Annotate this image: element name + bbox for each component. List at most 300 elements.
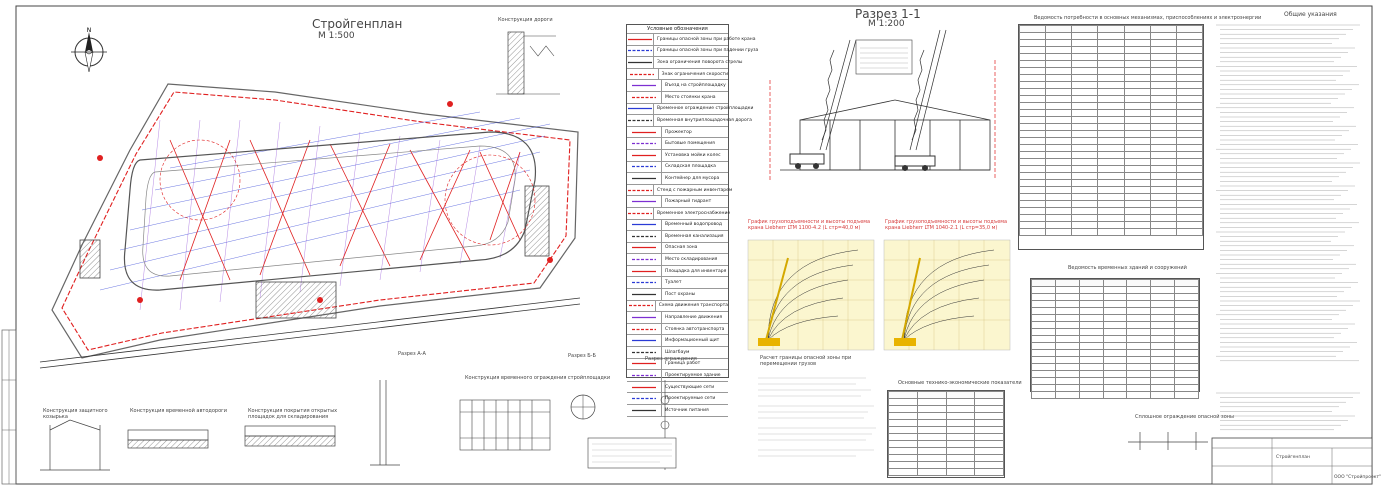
notes-bottom-text — [1214, 390, 1364, 435]
legend-symbol-icon — [627, 266, 662, 277]
table-cell — [1098, 194, 1124, 201]
table-cell — [1127, 329, 1151, 336]
table-cell — [1020, 180, 1046, 187]
table-row — [1032, 392, 1199, 399]
table-cell — [1072, 103, 1098, 110]
legend-label: Источник питания — [665, 407, 709, 413]
legend-label: Контейнер для мусора — [665, 175, 720, 181]
table-cell — [1124, 117, 1150, 124]
table-cell — [1103, 364, 1127, 371]
table-cell — [1020, 187, 1046, 194]
table-cell — [1127, 308, 1151, 315]
table-cell — [1032, 343, 1056, 350]
table-cell — [1124, 40, 1150, 47]
table-cell — [1103, 329, 1127, 336]
danger-fence-drawing — [1128, 428, 1208, 454]
legend-label: Туалет — [665, 280, 682, 286]
table-row — [1032, 287, 1199, 294]
table-row — [889, 455, 1004, 462]
table-cell — [1055, 308, 1079, 315]
calc-title: Расчет границы опасной зоны при перемещении грузов — [760, 355, 852, 367]
table-cell — [1124, 215, 1150, 222]
legend-row — [627, 127, 728, 139]
table-cell — [1072, 61, 1098, 68]
table-cell — [1020, 194, 1046, 201]
legend-symbol-icon — [627, 115, 654, 126]
table-cell — [917, 434, 946, 441]
table-cell — [1103, 301, 1127, 308]
table-cell — [1124, 166, 1150, 173]
legend-symbol-icon — [627, 80, 662, 91]
temp-table — [1030, 278, 1200, 392]
table-cell — [1079, 364, 1103, 371]
legend-symbol-icon — [627, 92, 662, 103]
table-cell — [1098, 124, 1124, 131]
table-row — [889, 427, 1004, 434]
table-cell — [1176, 201, 1202, 208]
table-cell — [1103, 350, 1127, 357]
road-section-drawing — [494, 26, 564, 106]
table-cell — [1103, 315, 1127, 322]
table-cell — [1124, 54, 1150, 61]
table-cell — [1150, 131, 1176, 138]
table-cell — [917, 392, 946, 399]
table-cell — [1176, 47, 1202, 54]
table-cell — [1032, 294, 1056, 301]
table-row — [1032, 294, 1199, 301]
table-cell — [1098, 75, 1124, 82]
table-cell — [1124, 173, 1150, 180]
table-cell — [1150, 166, 1176, 173]
table-cell — [975, 455, 1004, 462]
table-row — [1020, 159, 1203, 166]
table-cell — [1150, 110, 1176, 117]
table-cell — [1072, 96, 1098, 103]
table-cell — [1079, 336, 1103, 343]
table-cell — [1046, 75, 1072, 82]
legend-symbol-icon — [627, 162, 662, 173]
legend-label: Временная внутриплощадочная дорога — [657, 117, 752, 123]
table-cell — [1098, 33, 1124, 40]
table-cell — [1098, 152, 1124, 159]
table-cell — [1098, 117, 1124, 124]
table-row — [1020, 166, 1203, 173]
table-cell — [1072, 215, 1098, 222]
table-cell — [1020, 131, 1046, 138]
table-cell — [1079, 280, 1103, 287]
table-cell — [889, 469, 918, 476]
table-cell — [1150, 75, 1176, 82]
table-cell — [1175, 280, 1199, 287]
table-cell — [889, 420, 918, 427]
table-cell — [1020, 159, 1046, 166]
table-row — [1020, 173, 1203, 180]
legend-row — [627, 46, 759, 58]
table-cell — [1098, 173, 1124, 180]
table-cell — [946, 406, 975, 413]
table-cell — [1124, 229, 1150, 236]
table-cell — [1124, 222, 1150, 229]
table-cell — [1046, 96, 1072, 103]
table-cell — [1150, 187, 1176, 194]
table-cell — [1151, 371, 1175, 378]
legend-symbol-icon — [627, 185, 654, 196]
table-row — [1020, 75, 1203, 82]
table-cell — [975, 434, 1004, 441]
table-cell — [1103, 392, 1127, 399]
table-cell — [1046, 68, 1072, 75]
table-row — [1032, 371, 1199, 378]
table-row — [1020, 117, 1203, 124]
table-row — [1020, 131, 1203, 138]
table-cell — [1079, 294, 1103, 301]
table-cell — [1151, 350, 1175, 357]
table-cell — [1072, 208, 1098, 215]
table-cell — [1020, 145, 1046, 152]
table-cell — [1072, 75, 1098, 82]
table-cell — [1151, 315, 1175, 322]
tep-title: Основные технико-экономические показатели — [898, 380, 1022, 386]
table-cell — [1176, 138, 1202, 145]
table-cell — [975, 441, 1004, 448]
table-cell — [889, 462, 918, 469]
legend-row — [627, 57, 743, 69]
table-cell — [1079, 322, 1103, 329]
table-cell — [1079, 301, 1103, 308]
table-row — [889, 441, 1004, 448]
table-cell — [1072, 152, 1098, 159]
need-table — [1018, 24, 1204, 250]
table-row — [889, 448, 1004, 455]
table-cell — [1020, 26, 1046, 33]
table-cell — [1127, 357, 1151, 364]
table-row — [1032, 301, 1199, 308]
table-cell — [917, 441, 946, 448]
table-row — [1032, 350, 1199, 357]
table-cell — [1175, 378, 1199, 385]
table-cell — [1098, 159, 1124, 166]
table-cell — [1103, 378, 1127, 385]
pad-title: Конструкция покрытия открытых площадок для складирования — [248, 408, 338, 420]
table-cell — [1150, 61, 1176, 68]
table-cell — [1127, 364, 1151, 371]
table-cell — [1046, 26, 1072, 33]
table-cell — [1124, 75, 1150, 82]
legend-symbol-icon — [627, 150, 662, 161]
table-cell — [1032, 357, 1056, 364]
fence-detail-title: Разрез ограждения — [645, 356, 697, 362]
legend-row — [627, 80, 728, 92]
table-cell — [1124, 138, 1150, 145]
table-cell — [1124, 26, 1150, 33]
table-cell — [1103, 280, 1127, 287]
legend-label: Место стоянки крана — [665, 94, 716, 100]
table-cell — [1032, 378, 1056, 385]
legend-symbol-icon — [627, 231, 662, 242]
table-cell — [1055, 357, 1079, 364]
table-cell — [1046, 89, 1072, 96]
table-cell — [1020, 124, 1046, 131]
table-cell — [1020, 89, 1046, 96]
table-cell — [1098, 215, 1124, 222]
legend-symbol-icon — [627, 104, 654, 115]
table-cell — [889, 392, 918, 399]
table-cell — [1176, 159, 1202, 166]
table-cell — [1098, 201, 1124, 208]
table-row — [1032, 364, 1199, 371]
table-cell — [1072, 229, 1098, 236]
table-cell — [1175, 308, 1199, 315]
table-cell — [1072, 194, 1098, 201]
table-cell — [1124, 82, 1150, 89]
table-cell — [1176, 96, 1202, 103]
table-cell — [1046, 33, 1072, 40]
table-cell — [1079, 350, 1103, 357]
table-cell — [1103, 308, 1127, 315]
table-cell — [1175, 322, 1199, 329]
table-cell — [1072, 145, 1098, 152]
table-cell — [1055, 350, 1079, 357]
table-cell — [1124, 61, 1150, 68]
table-cell — [1176, 33, 1202, 40]
legend-label: Границы опасной зоны при падении груза — [657, 48, 759, 54]
table-cell — [1020, 54, 1046, 61]
table-cell — [1072, 187, 1098, 194]
table-cell — [946, 420, 975, 427]
table-cell — [1175, 371, 1199, 378]
legend-label: Существующие сети — [665, 384, 715, 390]
table-row — [1020, 89, 1203, 96]
table-cell — [1150, 33, 1176, 40]
table-cell — [1150, 96, 1176, 103]
table-row — [1020, 68, 1203, 75]
table-cell — [1098, 47, 1124, 54]
table-cell — [1150, 229, 1176, 236]
table-cell — [946, 392, 975, 399]
table-cell — [1150, 173, 1176, 180]
table-cell — [1151, 280, 1175, 287]
table-cell — [946, 455, 975, 462]
legend-row — [627, 173, 728, 185]
table-cell — [1098, 222, 1124, 229]
table-cell — [1046, 159, 1072, 166]
table-cell — [1151, 364, 1175, 371]
table-cell — [1151, 308, 1175, 315]
table-cell — [1032, 336, 1056, 343]
table-cell — [917, 420, 946, 427]
table-cell — [917, 427, 946, 434]
table-cell — [1098, 54, 1124, 61]
table-cell — [1020, 68, 1046, 75]
table-cell — [1127, 280, 1151, 287]
table-cell — [1020, 222, 1046, 229]
table-cell — [1150, 26, 1176, 33]
table-row — [1020, 54, 1203, 61]
north-label: N — [86, 27, 92, 34]
legend-row — [627, 196, 728, 208]
fence-title: Конструкция временного ограждения стройплощадки — [465, 375, 611, 381]
table-cell — [1150, 152, 1176, 159]
table-cell — [1046, 152, 1072, 159]
table-cell — [1079, 371, 1103, 378]
table-cell — [1151, 385, 1175, 392]
table-cell — [1046, 40, 1072, 47]
table-cell — [1176, 166, 1202, 173]
legend-label: Прожектор — [665, 129, 692, 135]
table-cell — [1098, 96, 1124, 103]
table-cell — [1103, 287, 1127, 294]
table-cell — [1072, 89, 1098, 96]
table-cell — [1124, 68, 1150, 75]
table-cell — [1020, 117, 1046, 124]
table-cell — [1127, 350, 1151, 357]
legend-label: Складская площадка — [665, 164, 716, 170]
table-cell — [1046, 215, 1072, 222]
table-cell — [1175, 294, 1199, 301]
general-notes-title: Общие указания — [1284, 11, 1337, 18]
table-row — [1032, 315, 1199, 322]
table-cell — [1046, 166, 1072, 173]
table-cell — [975, 406, 1004, 413]
legend-label: Граница работ — [665, 361, 701, 367]
table-cell — [917, 448, 946, 455]
table-cell — [1176, 229, 1202, 236]
legend-label: Временное электроснабжение — [657, 210, 731, 216]
table-cell — [1176, 103, 1202, 110]
legend-symbol-icon — [627, 220, 662, 231]
chart-left-title: График грузоподъемности и высоты подъема крана Liebherr LTM 1100-4.2 (L стр=40,0 м) — [748, 219, 871, 231]
legend-label: Временное ограждение стройплощадки — [657, 106, 754, 112]
table-cell — [1046, 229, 1072, 236]
table-cell — [1175, 301, 1199, 308]
table-row — [1020, 138, 1203, 145]
table-cell — [1032, 322, 1056, 329]
legend-label: Информационный щит — [665, 338, 720, 344]
table-cell — [1072, 201, 1098, 208]
table-cell — [1032, 392, 1056, 399]
road-section-title: Конструкция дороги — [498, 17, 553, 23]
table-cell — [1103, 371, 1127, 378]
table-cell — [917, 406, 946, 413]
table-row — [1020, 47, 1203, 54]
temp-table-title: Ведомость временных зданий и сооружений — [1068, 265, 1187, 271]
table-cell — [1072, 173, 1098, 180]
table-cell — [1124, 89, 1150, 96]
table-cell — [1020, 152, 1046, 159]
table-cell — [1098, 103, 1124, 110]
table-cell — [946, 462, 975, 469]
table-cell — [1032, 364, 1056, 371]
table-cell — [1020, 229, 1046, 236]
table-cell — [1072, 222, 1098, 229]
table-cell — [1020, 215, 1046, 222]
cut-bb-label: Разрез Б-Б — [568, 353, 596, 359]
table-cell — [1098, 110, 1124, 117]
table-cell — [917, 469, 946, 476]
table-cell — [1079, 392, 1103, 399]
table-cell — [1072, 131, 1098, 138]
table-cell — [1055, 322, 1079, 329]
table-cell — [889, 434, 918, 441]
legend-row — [627, 335, 728, 347]
table-cell — [1072, 124, 1098, 131]
table-cell — [1046, 131, 1072, 138]
legend-row — [627, 138, 728, 150]
table-cell — [1175, 350, 1199, 357]
table-row — [1020, 187, 1203, 194]
table-cell — [1072, 110, 1098, 117]
table-cell — [1176, 61, 1202, 68]
legend-row — [627, 185, 733, 197]
table-cell — [1124, 33, 1150, 40]
table-row — [1020, 180, 1203, 187]
legend-symbol-icon — [627, 335, 662, 346]
table-cell — [1150, 208, 1176, 215]
table-cell — [1151, 329, 1175, 336]
legend-title: Условные обозначения — [627, 25, 728, 34]
table-cell — [975, 448, 1004, 455]
table-cell — [889, 413, 918, 420]
table-cell — [1150, 138, 1176, 145]
legend-row — [627, 92, 728, 104]
legend-label: Проектируемые сети — [665, 396, 716, 402]
table-row — [889, 462, 1004, 469]
legend-symbol-icon — [627, 208, 654, 219]
stamp-company: ООО "Стройпроект" — [1334, 475, 1381, 480]
table-cell — [917, 455, 946, 462]
legend-row — [627, 289, 728, 301]
table-cell — [889, 399, 918, 406]
table-cell — [1124, 47, 1150, 54]
table-row — [1032, 322, 1199, 329]
legend-row — [627, 312, 728, 324]
plan-scale: М 1:500 — [318, 31, 355, 41]
table-cell — [1072, 82, 1098, 89]
chart-right-title: График грузоподъемности и высоты подъема крана Liebherr LTM 1040-2.1 (L стр=35,0 м) — [885, 219, 1008, 231]
table-cell — [1127, 301, 1151, 308]
legend-label: Проектируемое здание — [665, 373, 721, 379]
table-cell — [1032, 315, 1056, 322]
table-cell — [1055, 392, 1079, 399]
legend-label: Стоянка автотранспорта — [665, 326, 725, 332]
table-cell — [889, 455, 918, 462]
table-row — [889, 392, 1004, 399]
table-cell — [1020, 96, 1046, 103]
legend-symbol-icon — [627, 46, 654, 57]
legend-symbol-icon — [627, 138, 662, 149]
table-cell — [1176, 40, 1202, 47]
table-row — [1032, 280, 1199, 287]
table-cell — [1079, 378, 1103, 385]
table-row — [1020, 26, 1203, 33]
need-table-title: Ведомость потребности в основных механизмах, приспособлениях и электроэнергии — [1034, 15, 1262, 21]
table-cell — [1175, 287, 1199, 294]
legend-symbol-icon — [627, 312, 662, 323]
table-cell — [1103, 357, 1127, 364]
section-drawing — [760, 20, 1000, 190]
table-cell — [1020, 103, 1046, 110]
table-cell — [1072, 40, 1098, 47]
table-cell — [1176, 152, 1202, 159]
table-cell — [1098, 82, 1124, 89]
table-cell — [1151, 287, 1175, 294]
table-cell — [1098, 40, 1124, 47]
table-cell — [1098, 187, 1124, 194]
table-cell — [1046, 117, 1072, 124]
table-cell — [889, 441, 918, 448]
table-cell — [1150, 117, 1176, 124]
table-row — [1020, 124, 1203, 131]
